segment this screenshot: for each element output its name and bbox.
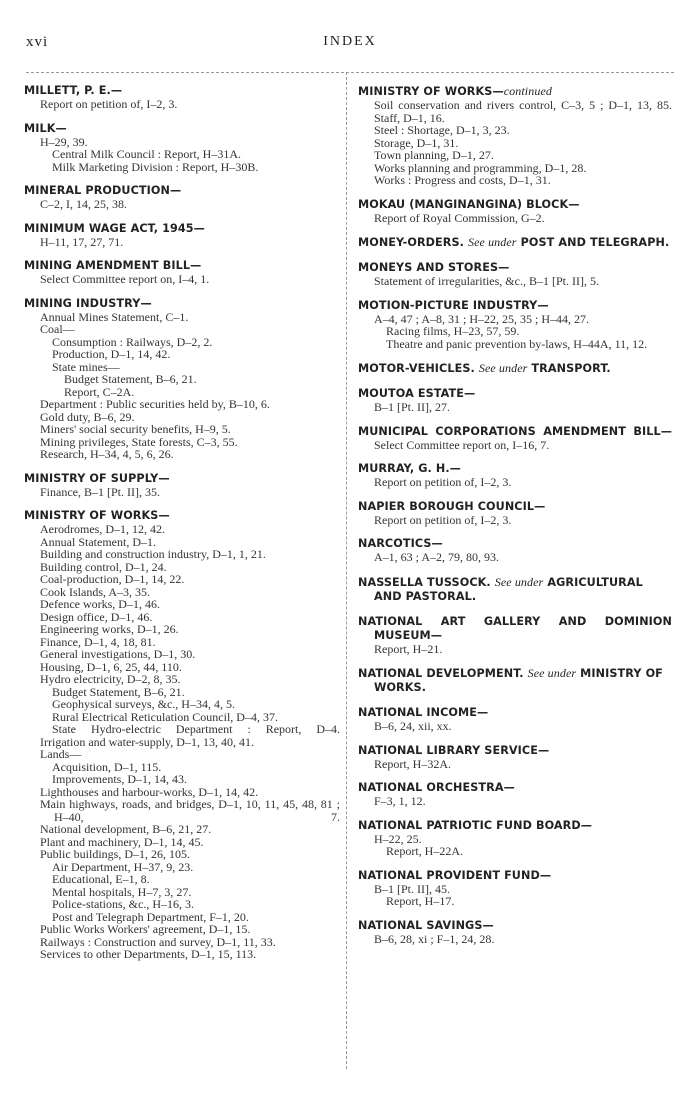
entry-subline: Central Milk Council : Report, H–31A. bbox=[52, 147, 241, 161]
entry-heading bbox=[24, 84, 340, 98]
entry-subline: Consumption : Railways, D–2, 2. bbox=[52, 334, 213, 349]
index-entry bbox=[24, 222, 340, 249]
entry-heading-text: MURRAY, G. H.— bbox=[358, 462, 461, 475]
entry-subline: Coal— bbox=[40, 322, 75, 336]
entry-heading bbox=[358, 575, 672, 604]
entry-subline: Report, H–22A. bbox=[386, 844, 463, 858]
entry-subline: Milk Marketing Division : Report, H–30B. bbox=[52, 159, 259, 174]
entry-heading-text: MOUTOA ESTATE— bbox=[358, 387, 476, 400]
entry-heading-text: MUNICIPAL CORPORATIONS AMENDMENT BILL— bbox=[358, 424, 672, 438]
entry-subline: Storage, D–1, 31. bbox=[374, 135, 459, 150]
entry-subline: Public Works Workers' agreement, D–1, 15. bbox=[40, 922, 251, 936]
entry-heading-text: MOKAU (MANGINANGINA) BLOCK— bbox=[358, 197, 580, 211]
entry-heading-text: NATIONAL DEVELOPMENT. bbox=[358, 667, 524, 680]
entry-heading bbox=[358, 299, 672, 313]
cross-reference-target: TRANSPORT. bbox=[531, 362, 611, 375]
cross-reference-target: AGRICULTURAL AND PASTORAL. bbox=[374, 575, 643, 603]
entry-subline: Town planning, D–1, 27. bbox=[374, 148, 494, 162]
entry-subline: Soil conservation and rivers control, C–3, 5 ; D–1, 13, 85. bbox=[374, 98, 672, 112]
index-entry bbox=[358, 575, 672, 604]
entry-subline: Report on petition of, I–2, 3. bbox=[374, 475, 512, 489]
index-entry bbox=[358, 500, 672, 527]
cross-reference-label: See under bbox=[527, 666, 577, 680]
entry-subline: A–1, 63 ; A–2, 79, 80, 93. bbox=[374, 550, 500, 564]
entry-heading bbox=[358, 781, 672, 795]
entry-subline: Department : Public securities held by, B–10, 6. bbox=[40, 397, 270, 411]
entry-subline: Design office, D–1, 46. bbox=[40, 609, 153, 624]
entry-subline: Budget Statement, B–6, 21. bbox=[64, 372, 197, 386]
entry-subline: Main highways, roads, and bridges, D–1, 10, 11, 45, 48, 81 ; H–40, 7. bbox=[40, 797, 340, 824]
entry-subline: B–6, 28, xi ; F–1, 24, 28. bbox=[374, 931, 495, 946]
index-entry bbox=[358, 537, 672, 564]
index-entry bbox=[358, 198, 672, 225]
entry-subline: Plant and machinery, D–1, 14, 45. bbox=[40, 834, 204, 849]
entry-heading-text: MINISTRY OF WORKS— bbox=[24, 509, 170, 522]
entry-heading-text: NATIONAL ART GALLERY AND DOMINION MUSEUM— bbox=[358, 614, 672, 642]
entry-heading bbox=[358, 387, 672, 401]
entry-heading-text: NAPIER BOROUGH COUNCIL— bbox=[358, 499, 546, 513]
entry-subline: Works planning and programming, D–1, 28. bbox=[374, 160, 587, 175]
entry-subline: Services to other Departments, D–1, 15, 113. bbox=[40, 947, 257, 961]
entry-subline: B–6, 24, xii, xx. bbox=[374, 719, 452, 733]
entry-subline: Miners' social security benefits, H–9, 5. bbox=[40, 422, 231, 436]
entry-heading bbox=[358, 462, 672, 476]
page-number: xvi bbox=[26, 34, 49, 50]
entry-subline: B–1 [Pt. II], 27. bbox=[374, 400, 450, 414]
entry-subline: Report, H–32A. bbox=[374, 756, 451, 771]
entry-subline: Engineering works, D–1, 26. bbox=[40, 622, 179, 636]
entry-heading bbox=[358, 666, 672, 695]
entry-heading-text: MOTION-PICTURE INDUSTRY— bbox=[358, 298, 549, 312]
index-entry bbox=[24, 259, 340, 286]
entry-subline: Lighthouses and harbour-works, D–1, 14, 42. bbox=[40, 784, 259, 799]
entry-heading-text: MINISTRY OF SUPPLY— bbox=[24, 471, 170, 485]
entry-heading bbox=[24, 509, 340, 523]
entry-subline: Select Committee report on, I–4, 1. bbox=[40, 272, 210, 286]
entry-heading bbox=[358, 84, 672, 99]
cross-reference-label: See under bbox=[478, 361, 528, 375]
entry-heading-text: NATIONAL ORCHESTRA— bbox=[358, 781, 515, 794]
cross-reference-target: MINISTRY OF WORKS. bbox=[374, 667, 663, 694]
index-entry bbox=[24, 297, 340, 461]
entry-subline: Theatre and panic prevention by-laws, H–44A, 11, 12. bbox=[386, 336, 648, 351]
entry-subline: Finance, B–1 [Pt. II], 35. bbox=[40, 484, 160, 499]
entry-subline: Coal-production, D–1, 14, 22. bbox=[40, 572, 185, 586]
entry-heading bbox=[24, 297, 340, 311]
index-entry bbox=[358, 387, 672, 414]
page-title: INDEX bbox=[323, 34, 377, 49]
entry-subline: Finance, D–1, 4, 18, 81. bbox=[40, 634, 156, 649]
cross-reference-target: POST AND TELEGRAPH. bbox=[520, 236, 670, 249]
entry-subline: Annual Statement, D–1. bbox=[40, 534, 156, 549]
entry-heading bbox=[358, 198, 672, 212]
index-entry bbox=[358, 744, 672, 771]
entry-subline: Air Department, H–37, 9, 23. bbox=[52, 859, 194, 874]
entry-heading-text: MINING AMENDMENT BILL— bbox=[24, 259, 202, 272]
index-entry bbox=[358, 666, 672, 695]
cross-reference-label: See under bbox=[468, 235, 517, 249]
entry-heading bbox=[24, 472, 340, 486]
index-entry bbox=[358, 261, 672, 288]
entry-subline: National development, B–6, 21, 27. bbox=[40, 822, 212, 836]
index-entry bbox=[24, 84, 340, 111]
index-entry bbox=[358, 425, 672, 452]
entry-heading-text: MILK— bbox=[24, 121, 67, 135]
entry-subline: Report on petition of, I–2, 3. bbox=[40, 97, 178, 111]
index-entry bbox=[358, 235, 672, 250]
entry-heading bbox=[24, 222, 340, 236]
index-entry bbox=[358, 84, 672, 187]
entry-subline: H–11, 17, 27, 71. bbox=[40, 234, 124, 249]
column-divider bbox=[346, 72, 347, 1069]
entry-subline: Report of Royal Commission, G–2. bbox=[374, 210, 545, 225]
entry-subline: Steel : Shortage, D–1, 3, 23. bbox=[374, 123, 510, 137]
index-entry bbox=[358, 615, 672, 656]
index-entry bbox=[358, 819, 672, 858]
continued-label: continued bbox=[503, 84, 552, 98]
entry-heading-text: NATIONAL PATRIOTIC FUND BOARD— bbox=[358, 818, 593, 832]
index-entry bbox=[24, 472, 340, 499]
running-head bbox=[26, 34, 674, 54]
index-entry bbox=[24, 184, 340, 211]
entry-subline: Works : Progress and costs, D–1, 31. bbox=[374, 173, 551, 187]
entry-subline: Report, H–21. bbox=[374, 641, 443, 656]
entry-subline: Irrigation and water-supply, D–1, 13, 40, 41. bbox=[40, 734, 254, 749]
entry-subline: Staff, D–1, 16. bbox=[374, 110, 445, 125]
entry-heading bbox=[358, 500, 672, 514]
entry-heading-text: MONEYS AND STORES— bbox=[358, 261, 510, 274]
entry-subline: C–2, I, 14, 25, 38. bbox=[40, 197, 127, 211]
entry-subline: Acquisition, D–1, 115. bbox=[52, 759, 162, 774]
entry-subline: Housing, D–1, 6, 25, 44, 110. bbox=[40, 659, 182, 674]
entry-heading bbox=[358, 706, 672, 720]
entry-subline: Hydro electricity, D–2, 8, 35. bbox=[40, 672, 181, 686]
index-entry bbox=[358, 781, 672, 808]
entry-heading bbox=[358, 919, 672, 933]
entry-subline: Statement of irregularities, &c., B–1 [Pt. II], 5. bbox=[374, 274, 599, 288]
entry-heading-text: MONEY-ORDERS. bbox=[358, 236, 465, 249]
entry-subline: State mines— bbox=[52, 359, 120, 374]
entry-subline: Select Committee report on, I–16, 7. bbox=[374, 437, 550, 452]
entry-heading-text: MINISTRY OF WORKS— bbox=[358, 85, 504, 98]
index-entry bbox=[24, 509, 340, 961]
entry-subline: Public buildings, D–1, 26, 105. bbox=[40, 847, 191, 861]
entry-subline: Report on petition of, I–2, 3. bbox=[374, 512, 512, 527]
entry-subline: Post and Telegraph Department, F–1, 20. bbox=[52, 909, 249, 924]
entry-subline: Building and construction industry, D–1, 1, 21. bbox=[40, 547, 266, 561]
entry-subline: A–4, 47 ; A–8, 31 ; H–22, 25, 35 ; H–44, 27. bbox=[374, 311, 590, 326]
entry-subline: Police-stations, &c., H–16, 3. bbox=[52, 897, 194, 911]
entry-heading bbox=[358, 869, 672, 883]
entry-subline: Building control, D–1, 24. bbox=[40, 559, 167, 574]
entry-subline: Gold duty, B–6, 29. bbox=[40, 409, 135, 424]
entry-subline: Racing films, H–23, 57, 59. bbox=[386, 324, 520, 338]
entry-subline: Educational, E–1, 8. bbox=[52, 872, 150, 886]
entry-heading-text: NATIONAL LIBRARY SERVICE— bbox=[358, 743, 550, 757]
entry-subline: Aerodromes, D–1, 12, 42. bbox=[40, 522, 165, 536]
entry-heading-text: MINING INDUSTRY— bbox=[24, 296, 152, 310]
entry-subline: Mining privileges, State forests, C–3, 55. bbox=[40, 434, 238, 449]
entry-subline: Annual Mines Statement, C–1. bbox=[40, 309, 189, 324]
entry-heading bbox=[358, 235, 672, 250]
entry-heading-text: MILLETT, P. E.— bbox=[24, 84, 123, 97]
entry-subline: Rural Electrical Reticulation Council, D–4, 37. bbox=[52, 709, 278, 724]
entry-subline: Geophysical surveys, &c., H–34, 4, 5. bbox=[52, 697, 235, 711]
index-entry bbox=[358, 706, 672, 733]
entry-subline: Report, C–2A. bbox=[64, 384, 135, 399]
entry-heading-text: NARCOTICS— bbox=[358, 537, 443, 550]
entry-heading bbox=[358, 361, 672, 376]
entry-heading bbox=[358, 615, 672, 643]
entry-heading-text: NASSELLA TUSSOCK. bbox=[358, 575, 491, 589]
index-entry bbox=[358, 361, 672, 376]
entry-heading bbox=[358, 425, 672, 439]
entry-heading bbox=[24, 184, 340, 198]
entry-subline: H–29, 39. bbox=[40, 134, 88, 149]
index-entry bbox=[358, 462, 672, 489]
entry-subline: Research, H–34, 4, 5, 6, 26. bbox=[40, 447, 174, 461]
entry-heading-text: NATIONAL SAVINGS— bbox=[358, 918, 494, 932]
entry-heading-text: MOTOR-VEHICLES. bbox=[358, 362, 475, 375]
entry-heading bbox=[358, 537, 672, 551]
entry-heading bbox=[358, 261, 672, 275]
entry-subline: General investigations, D–1, 30. bbox=[40, 647, 196, 661]
entry-subline: Defence works, D–1, 46. bbox=[40, 597, 160, 611]
entry-heading bbox=[358, 744, 672, 758]
cross-reference-label: See under bbox=[494, 574, 544, 589]
entry-heading-text: MINERAL PRODUCTION— bbox=[24, 184, 182, 197]
entry-subline: H–22, 25. bbox=[374, 831, 422, 846]
entry-heading-text: NATIONAL PROVIDENT FUND— bbox=[358, 868, 552, 882]
left-column bbox=[24, 84, 340, 972]
entry-subline: B–1 [Pt. II], 45. bbox=[374, 881, 450, 896]
entry-subline: Railways : Construction and survey, D–1, 11, 33. bbox=[40, 934, 276, 949]
entry-subline: Cook Islands, A–3, 35. bbox=[40, 584, 151, 599]
index-entry bbox=[358, 299, 672, 351]
entry-subline: State Hydro-electric Department : Report, D–4. bbox=[52, 722, 340, 736]
right-column bbox=[358, 84, 672, 956]
entry-heading-text: MINIMUM WAGE ACT, 1945— bbox=[24, 221, 205, 235]
index-entry bbox=[358, 919, 672, 946]
entry-heading bbox=[358, 819, 672, 833]
index-entry bbox=[358, 869, 672, 908]
entry-subline: Improvements, D–1, 14, 43. bbox=[52, 772, 187, 786]
entry-subline: Budget Statement, B–6, 21. bbox=[52, 684, 185, 699]
entry-subline: F–3, 1, 12. bbox=[374, 794, 426, 808]
header-rule bbox=[26, 72, 674, 73]
entry-subline: Production, D–1, 14, 42. bbox=[52, 347, 171, 361]
entry-subline: Report, H–17. bbox=[386, 894, 455, 908]
entry-heading-text: NATIONAL INCOME— bbox=[358, 706, 489, 719]
entry-subline: Lands— bbox=[40, 747, 82, 761]
entry-heading bbox=[24, 122, 340, 136]
entry-heading bbox=[24, 259, 340, 273]
entry-subline: Mental hospitals, H–7, 3, 27. bbox=[52, 884, 192, 899]
index-entry bbox=[24, 122, 340, 174]
